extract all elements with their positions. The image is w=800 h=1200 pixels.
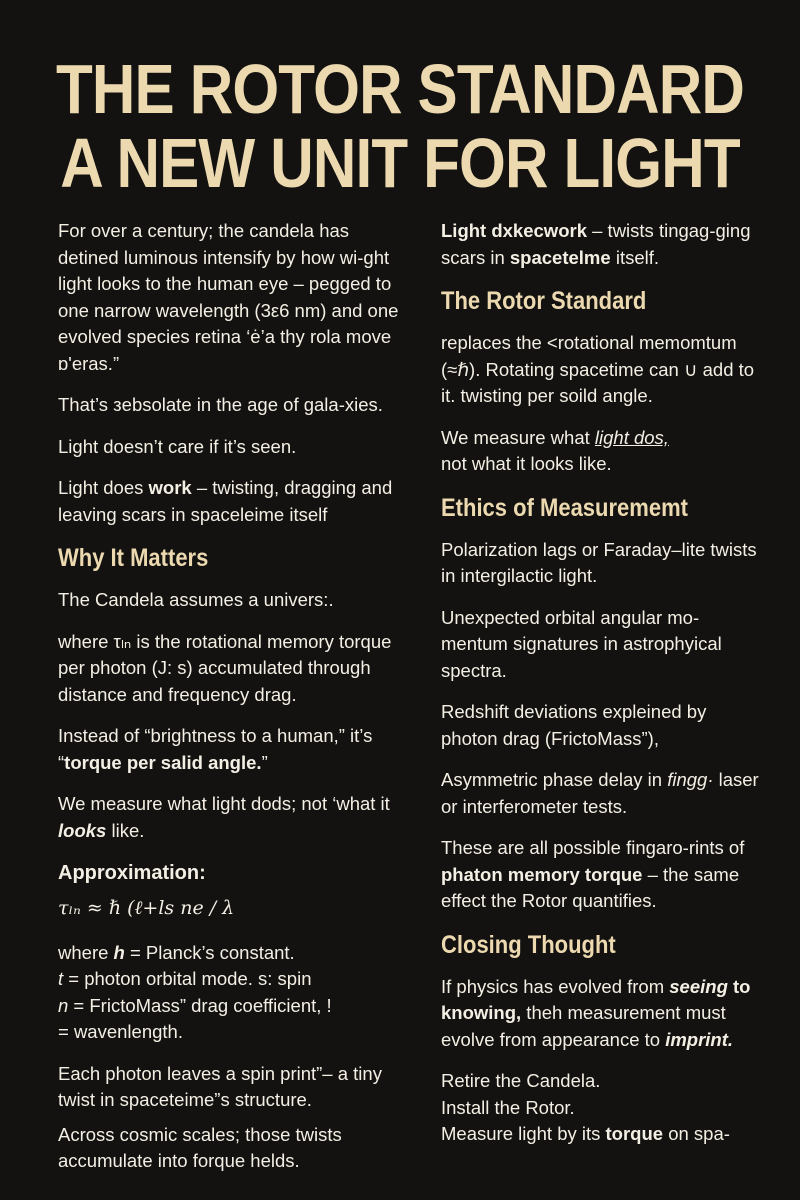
closing-thought-heading: Closing Thought bbox=[441, 930, 616, 959]
replaces-paragraph: replaces the <rotational memomtum (≈ℏ). Rotating spacetime can ∪ add to it. twisting per soild angle. bbox=[441, 332, 755, 406]
measure-light-paragraph: We measure what light dos, not what it looks like. bbox=[441, 426, 669, 474]
light-work-paragraph: Light dxkecwork – twists tingag-ging scars in spacetelme itself. bbox=[441, 220, 751, 268]
poster-title bbox=[56, 52, 744, 200]
candela-paragraph: The Candela assumes a univers:. bbox=[58, 589, 334, 610]
approximation-label: Approximation: bbox=[58, 862, 206, 884]
redshift-paragraph: Redshift deviations expleined by photon drag (FrictoMass”), bbox=[441, 701, 707, 749]
cosmic-paragraph: Across cosmic scales; those twists accumulate into forque helds. bbox=[58, 1123, 342, 1171]
left-column bbox=[58, 218, 408, 1190]
seen-paragraph: Light doesn’t care if it’s seen. bbox=[58, 435, 297, 457]
spin-print-paragraph: Each photon leaves a spin print”– a tiny twist in spaceteime”s structure. bbox=[58, 1062, 382, 1110]
title-line-2: A NEW UNIT FOR LIGHT bbox=[60, 124, 740, 202]
variables-paragraph: where h = Planck’s constant. t = photon orbital mode. s: spin n = FrictoMass” drag coefficient, ! = wavenlength. bbox=[58, 941, 332, 1042]
rotor-standard-heading: The Rotor Standard bbox=[441, 287, 647, 315]
ethics-heading: Ethics of Measurememt bbox=[441, 493, 688, 522]
fingerprints-paragraph: These are all possible fingaro-rints of phaton memory torque – the same effect the Rotor quantifies. bbox=[441, 837, 745, 911]
obsolete-paragraph: That’s зebsolate in the age of gala-xies. bbox=[58, 394, 383, 415]
approximation-formula: τₗₙ ≈ ℏ (ℓ+ls ne / λ bbox=[58, 897, 235, 919]
final-lines: Retire the Candela. Install the Rotor. Measure light by its torque on spa- bbox=[441, 1070, 730, 1144]
work-paragraph: Light does work – twisting, dragging and leaving scars in spaceleime itself bbox=[58, 477, 393, 525]
torque-definition-paragraph: where τₗₙ is the rotational memory torque per photon (J: s) accumulated through distance and frequency drag. bbox=[58, 630, 392, 705]
closing-paragraph: If physics has evolved from seeing to knowing, theh measurement must evolve from appearance to imprint. bbox=[441, 975, 751, 1050]
why-it-matters-heading: Why It Matters bbox=[58, 544, 209, 572]
title-line-1: THE ROTOR STANDARD bbox=[56, 50, 744, 128]
phase-delay-paragraph: Asymmetric phase delay in fingg· laser or interferometer tests. bbox=[441, 769, 759, 817]
measure-paragraph: We measure what light dods; not ‘what it looks like. bbox=[58, 793, 390, 841]
right-column bbox=[441, 218, 761, 1163]
instead-paragraph: Instead of “brightness to a human,” it’s “torque per salid angle.” bbox=[58, 725, 373, 773]
orbital-paragraph: Unexpected orbital angular mo-mentum signatures in astrophyical spectra. bbox=[441, 606, 722, 681]
polarization-paragraph: Polarization lags or Faraday–lite twists in intergilactic light. bbox=[441, 538, 757, 586]
intro-paragraph: For over a century; the candela has detined luminous intensify by how wi-ght light looks to the human eye – pegged to one narrow wavelength (3ε6 nm) and one evolved species retina ‘ė’a thy rola move ɒ'eras.” bbox=[58, 220, 399, 374]
